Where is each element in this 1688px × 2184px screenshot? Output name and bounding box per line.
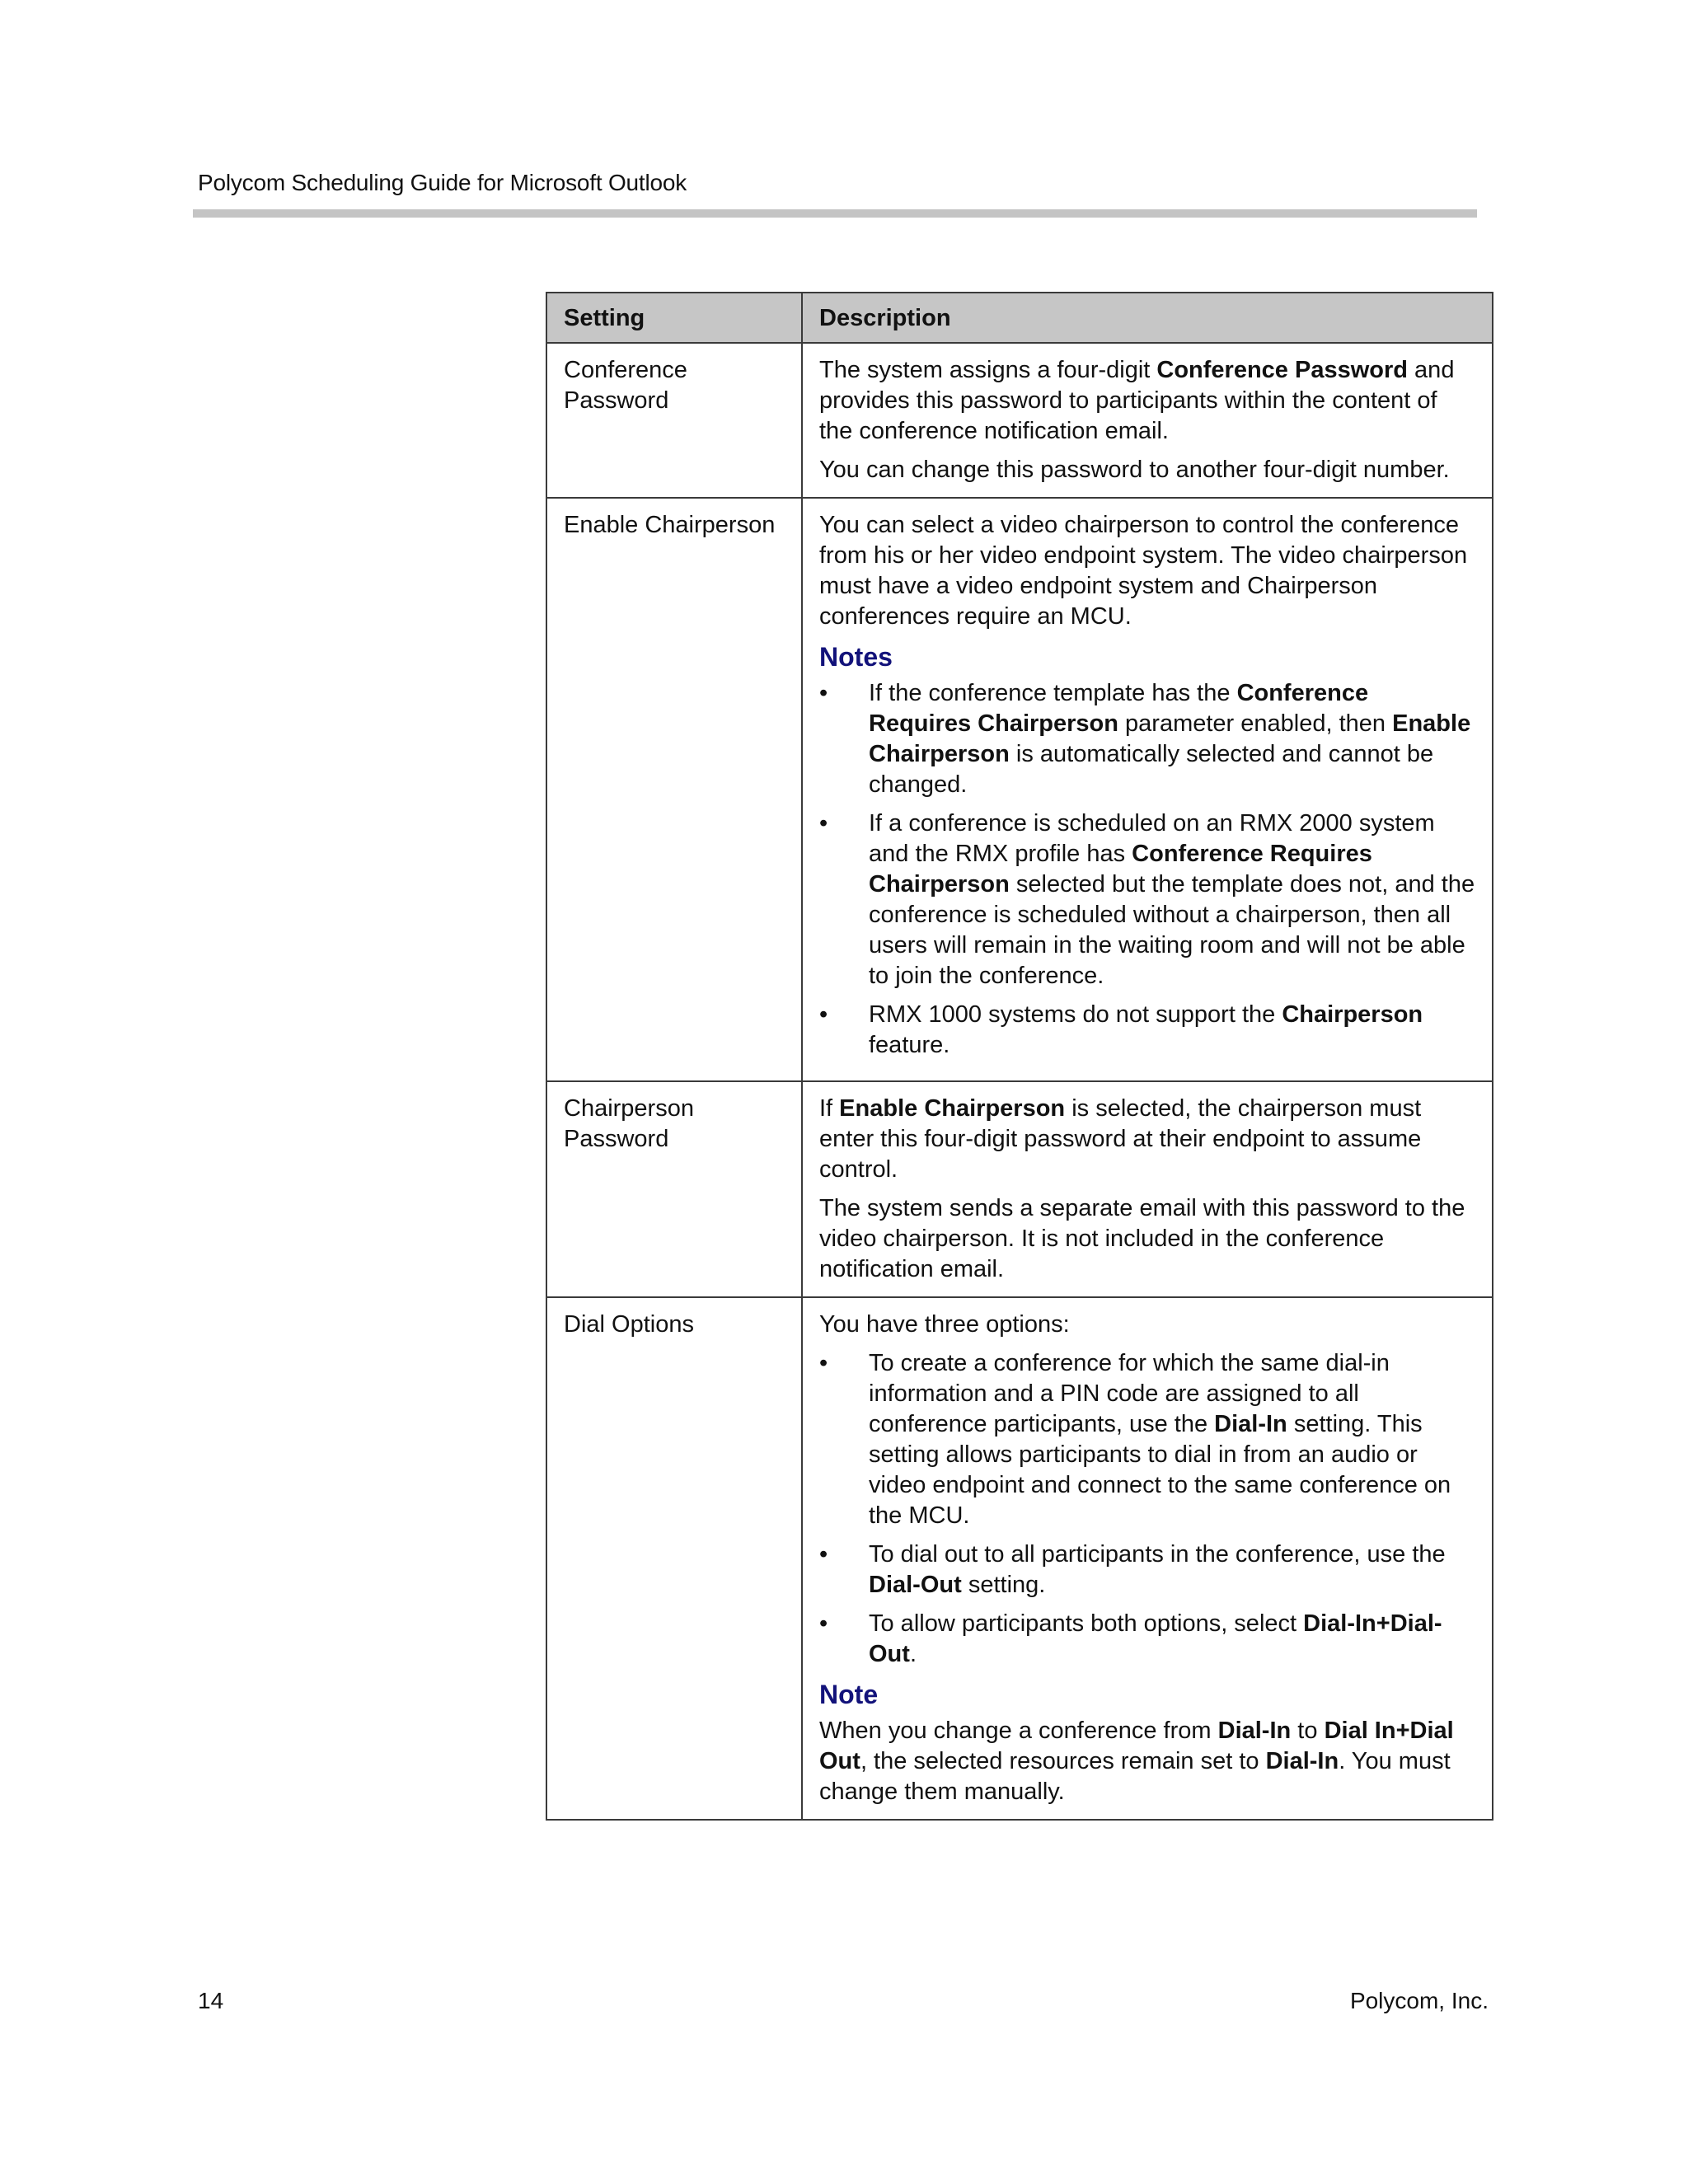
note-heading: Notes bbox=[819, 642, 893, 672]
setting-cell-dial-options: Dial Options bbox=[546, 1297, 802, 1820]
setting-cell-enable-chairperson: Enable Chairperson bbox=[546, 498, 802, 1081]
list-item bbox=[819, 1000, 1475, 1061]
bold-term: Chairperson bbox=[1282, 1001, 1423, 1028]
description-cell bbox=[802, 343, 1493, 498]
description-paragraph bbox=[819, 455, 1475, 485]
bold-term: Conference Password bbox=[1156, 357, 1408, 383]
text-run: setting. This setting allows participants to dial in from an audio or video endpoint and connect to the same conference on the MCU. bbox=[869, 1411, 1451, 1529]
footer-company: Polycom, Inc. bbox=[1349, 1988, 1489, 2013]
text-run: You can change this password to another four-digit number. bbox=[819, 457, 1450, 483]
running-header: Polycom Scheduling Guide for Microsoft Outlook bbox=[198, 170, 687, 195]
bullet-list bbox=[819, 678, 1475, 1061]
description-paragraph bbox=[819, 1193, 1475, 1285]
text-run: To dial out to all participants in the conference, use the bbox=[869, 1541, 1446, 1568]
column-header-description: Description bbox=[802, 293, 1493, 343]
text-run: You can select a video chairperson to control the conference from his or her video endpoint system. The video chairperson must have a video endpoint system and Chairperson conferences require an MCU. bbox=[819, 512, 1468, 630]
bold-term: Dial-In bbox=[1217, 1718, 1292, 1744]
column-header-setting: Setting bbox=[546, 293, 802, 343]
bold-term: Dial In+Dial Out bbox=[819, 1718, 1454, 1774]
description-paragraph bbox=[819, 1716, 1475, 1807]
text-run: If a conference is scheduled on an RMX 2000 system and the RMX profile has bbox=[869, 810, 1435, 867]
header-rule bbox=[193, 209, 1477, 218]
text-run: The system sends a separate email with this password to the video chairperson. It is not included in the conference notification email. bbox=[819, 1195, 1465, 1282]
table-row bbox=[546, 343, 1493, 498]
text-run: You have three options: bbox=[819, 1311, 1070, 1338]
text-run: If bbox=[819, 1095, 840, 1122]
text-run: When you change a conference from bbox=[819, 1718, 1218, 1744]
text-run: and provides this password to participants within the content of the conference notification email. bbox=[819, 357, 1455, 444]
text-run: is selected, the chairperson must enter this four-digit password at their endpoint to assume control. bbox=[819, 1095, 1422, 1183]
text-run: is automatically selected and cannot be changed. bbox=[869, 741, 1434, 798]
settings-table bbox=[546, 292, 1493, 1821]
list-item bbox=[819, 1348, 1475, 1531]
text-run: , the selected resources remain set to bbox=[860, 1748, 1266, 1774]
note-heading: Note bbox=[819, 1680, 879, 1709]
table-body bbox=[546, 343, 1493, 1820]
list-item bbox=[819, 808, 1475, 991]
text-run: To create a conference for which the same dial-in information and a PIN code are assigned to all conference participants, use the bbox=[869, 1350, 1390, 1437]
page-number: 14 bbox=[198, 1988, 224, 2013]
bullet-list bbox=[819, 1348, 1475, 1670]
table-header-row bbox=[546, 293, 1493, 343]
bold-term: Conference Requires Chairperson bbox=[869, 680, 1369, 737]
table-row bbox=[546, 1297, 1493, 1820]
text-run: selected but the template does not, and the conference is scheduled without a chairperson, then all users will remain in the waiting room and will not be able to join the conference. bbox=[869, 871, 1475, 989]
text-run: RMX 1000 systems do not support the bbox=[869, 1001, 1282, 1028]
bold-term: Dial-In bbox=[1265, 1748, 1339, 1774]
bold-term: Conference Requires Chairperson bbox=[869, 841, 1372, 898]
text-run: . You must change them manually. bbox=[819, 1748, 1451, 1805]
setting-cell-conference-password: Conference Password bbox=[546, 343, 802, 498]
description-cell bbox=[802, 1297, 1493, 1820]
description-paragraph bbox=[819, 510, 1475, 632]
description-paragraph bbox=[819, 355, 1475, 447]
table-row bbox=[546, 1081, 1493, 1297]
text-run: The system assigns a four-digit bbox=[819, 357, 1157, 383]
description-cell bbox=[802, 1081, 1493, 1297]
text-run: feature. bbox=[869, 1032, 950, 1058]
setting-cell-chairperson-password: Chairperson Password bbox=[546, 1081, 802, 1297]
text-run: to bbox=[1291, 1718, 1325, 1744]
bold-term: Dial-Out bbox=[869, 1572, 962, 1598]
text-run: To allow participants both options, select bbox=[869, 1610, 1304, 1637]
list-item bbox=[819, 1540, 1475, 1601]
bold-term: Dial-In+Dial-Out bbox=[869, 1610, 1442, 1667]
text-run: . bbox=[909, 1641, 917, 1667]
text-run: setting. bbox=[961, 1572, 1046, 1598]
description-paragraph bbox=[819, 1094, 1475, 1185]
list-item bbox=[819, 1609, 1475, 1670]
list-item bbox=[819, 678, 1475, 800]
text-run: If the conference template has the bbox=[869, 680, 1237, 706]
table-row bbox=[546, 498, 1493, 1081]
bold-term: Enable Chairperson bbox=[869, 710, 1471, 767]
description-paragraph bbox=[819, 1310, 1475, 1340]
bold-term: Enable Chairperson bbox=[839, 1095, 1066, 1122]
bold-term: Dial-In bbox=[1214, 1411, 1287, 1437]
description-cell bbox=[802, 498, 1493, 1081]
text-run: parameter enabled, then bbox=[1118, 710, 1393, 737]
